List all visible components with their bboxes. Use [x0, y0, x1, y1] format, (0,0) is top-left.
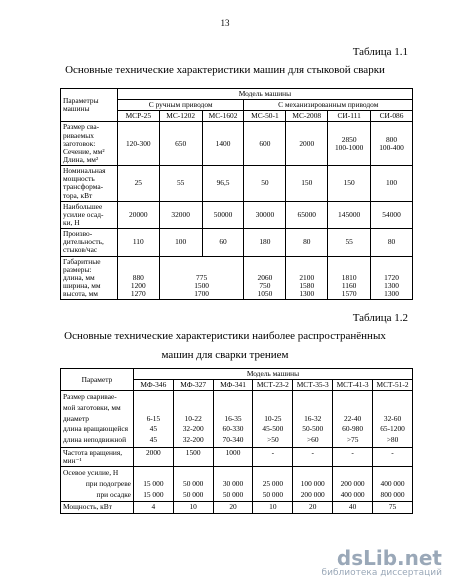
table1-cell: 2000 — [286, 122, 328, 166]
table1-cell: 880 1200 1270 — [117, 256, 159, 300]
table1-group-manual: С ручным приводом — [117, 100, 244, 111]
table1 — [60, 88, 413, 300]
table1-cell: 54000 — [371, 201, 413, 228]
table1-cell: 120-300 — [117, 122, 159, 166]
table1-cell: 96,5 — [202, 166, 244, 202]
table1-cell: 2060 750 1050 — [244, 256, 286, 300]
table1-cell: 1400 — [202, 122, 244, 166]
table1-cell: 55 — [328, 229, 371, 256]
table2-row-power — [61, 502, 413, 513]
table1-row-productivity — [61, 229, 413, 256]
table1-cell: 30000 — [244, 201, 286, 228]
table2 — [60, 368, 413, 514]
table1-cell: 1720 1300 1300 — [371, 256, 413, 300]
table2-cell: 10-25 45-500 >50 — [253, 391, 293, 448]
table1-param-header: Параметры машины — [61, 89, 118, 122]
table1-title: Основные технические характеристики машин для стыковой сварки — [65, 64, 385, 76]
table2-cell: 200 000 400 000 — [333, 467, 373, 502]
table2-cell: - — [373, 447, 413, 466]
table1-cell: 800 100-400 — [371, 122, 413, 166]
table2-cell: 32-60 65-1200 >80 — [373, 391, 413, 448]
table1-cell: 50 — [244, 166, 286, 202]
table2-row-label: Мощность, кВт — [61, 502, 134, 513]
table2-param-header: Параметр — [61, 369, 134, 391]
table2-cell: 10 — [253, 502, 293, 513]
table1-model: СИ-111 — [328, 111, 371, 122]
table2-row-label: Размер свариваe- мой заготовки, мм диаметр длина вращающейся длина неподвижной — [61, 391, 134, 448]
table2-title-line2: машин для сварки трением — [161, 349, 289, 361]
table2-cell: 40 — [333, 502, 373, 513]
table2-cell: - — [253, 447, 293, 466]
table2-cell: 10 — [173, 502, 213, 513]
table1-row-force — [61, 201, 413, 228]
table1-cell: 150 — [328, 166, 371, 202]
table1-cell: 100 — [159, 229, 202, 256]
table1-cell: 1810 1160 1570 — [328, 256, 371, 300]
table1-cell: 100 — [371, 166, 413, 202]
table1-model: МС-2008 — [286, 111, 328, 122]
table1-cell: 20000 — [117, 201, 159, 228]
table1-cell: 150 — [286, 166, 328, 202]
table2-cell: - — [293, 447, 333, 466]
table2-cell: 2000 — [133, 447, 173, 466]
table1-group-mech: С механизированным приводом — [244, 100, 413, 111]
table1-cell: 2100 1580 1300 — [286, 256, 328, 300]
table1-row-label: Наибольшее усилие осад- ки, Н — [61, 201, 118, 228]
table1-label: Таблица 1.1 — [352, 46, 408, 58]
table2-cell: 50 000 50 000 — [173, 467, 213, 502]
table2-cell: 20 — [293, 502, 333, 513]
table2-row-label: Частота вращения, мин⁻¹ — [61, 447, 134, 466]
table1-cell: 60 — [202, 229, 244, 256]
table1-model: МС-1202 — [159, 111, 202, 122]
table1-row-dims — [61, 256, 413, 300]
table1-row-size — [61, 122, 413, 166]
table2-model: МФ-341 — [213, 380, 253, 391]
table2-row-freq — [61, 447, 413, 466]
table1-cell: 110 — [117, 229, 159, 256]
table2-model: МСТ-51-2 — [373, 380, 413, 391]
table2-model: МСТ-23-2 — [253, 380, 293, 391]
table1-cell: 180 — [244, 229, 286, 256]
table1-cell: 2850 100-1000 — [328, 122, 371, 166]
table1-cell: 65000 — [286, 201, 328, 228]
watermark — [322, 548, 442, 578]
table1-cell: 25 — [117, 166, 159, 202]
table1-cell: 145000 — [328, 201, 371, 228]
table2-cell: 400 000 800 000 — [373, 467, 413, 502]
table1-row-label: Габаритные размеры: длина, мм ширина, мм высота, мм — [61, 256, 118, 300]
table2-model: МФ-327 — [173, 380, 213, 391]
table2-cell: 10-22 32-200 32-200 — [173, 391, 213, 448]
table2-model: МСТ-41-3 — [333, 380, 373, 391]
table2-cell: 16-35 60-330 70-340 — [213, 391, 253, 448]
watermark-subtitle: библиотека диссертаций — [321, 568, 442, 578]
table2-cell: 16-32 50-500 >60 — [293, 391, 333, 448]
table2-model: МФ-346 — [133, 380, 173, 391]
table1-model: МС-1602 — [202, 111, 244, 122]
table2-cell: 15 000 15 000 — [133, 467, 173, 502]
table1-cell: 55 — [159, 166, 202, 202]
table2-model-header: Модель машины — [133, 369, 412, 380]
table1-row-label: Размер сва- риваемых заготовок: Сечение, мм² Длина, мм² — [61, 122, 118, 166]
table1-model: МС-50-1 — [244, 111, 286, 122]
table2-cell: 22-40 60-980 >75 — [333, 391, 373, 448]
table1-cell: 600 — [244, 122, 286, 166]
table2-cell: 1000 — [213, 447, 253, 466]
table2-cell: - — [333, 447, 373, 466]
table2-model: МСТ-35-3 — [293, 380, 333, 391]
table1-cell: 80 — [286, 229, 328, 256]
table1-cell: 775 1500 1700 — [159, 256, 244, 300]
table2-title-line1: Основные технические характеристики наиболее распространённых — [64, 330, 386, 342]
table1-cell: 50000 — [202, 201, 244, 228]
table1-row-label: Произво- дительность, стыков/час — [61, 229, 118, 256]
table2-row-size — [61, 391, 413, 448]
table1-model-header: Модель машины — [117, 89, 412, 100]
table2-row-label: Осевое усилие, Н при подогреве при осадке — [61, 467, 134, 502]
table2-cell: 25 000 50 000 — [253, 467, 293, 502]
table1-row-label: Номинальная мощность трансформа- тора, кВт — [61, 166, 118, 202]
table2-cell: 100 000 200 000 — [293, 467, 333, 502]
watermark-logo: dsLib.net — [336, 546, 442, 570]
table2-cell: 1500 — [173, 447, 213, 466]
table1-cell: 650 — [159, 122, 202, 166]
table2-row-force — [61, 467, 413, 502]
table2-cell: 75 — [373, 502, 413, 513]
page-number: 13 — [220, 18, 230, 28]
table2-cell: 30 000 50 000 — [213, 467, 253, 502]
table1-cell: 80 — [371, 229, 413, 256]
table1-cell: 32000 — [159, 201, 202, 228]
table2-cell: 4 — [133, 502, 173, 513]
table1-row-power — [61, 166, 413, 202]
table1-model: СИ-086 — [371, 111, 413, 122]
table2-cell: 20 — [213, 502, 253, 513]
table1-model: МСР-25 — [117, 111, 159, 122]
table2-cell: 6-15 45 45 — [133, 391, 173, 448]
table2-label: Таблица 1.2 — [352, 312, 408, 324]
